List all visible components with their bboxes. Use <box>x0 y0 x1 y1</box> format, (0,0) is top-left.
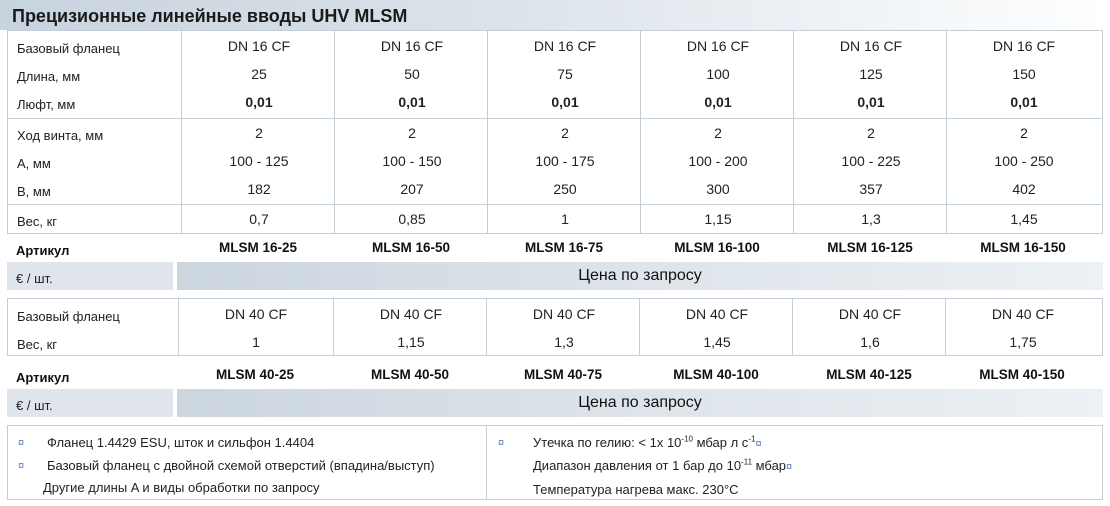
value-cell: 1,3 <box>861 211 881 227</box>
article-code: MLSM 16-100 <box>674 240 760 255</box>
value-cell: 250 <box>553 181 577 197</box>
article-code: MLSM 16-150 <box>980 240 1066 255</box>
article-code: MLSM 16-125 <box>827 240 913 255</box>
bullet-icon: ¤ <box>755 438 762 450</box>
article-label: Артикул <box>16 243 70 258</box>
article-code: MLSM 40-100 <box>673 367 759 382</box>
value-cell: 2 <box>408 125 416 141</box>
row-label: Длина, мм <box>17 69 81 84</box>
note-flange: Базовый фланец с двойной схемой отверстий (впадина/выступ) <box>47 458 435 473</box>
value-cell: 2 <box>255 125 263 141</box>
note-temperature: Температура нагрева макс. 230°C <box>533 482 739 497</box>
value-cell: 125 <box>859 66 883 82</box>
note-material: Фланец 1.4429 ESU, шток и сильфон 1.4404 <box>47 435 315 450</box>
value-cell: 100 - 225 <box>841 153 901 169</box>
bullet-icon: ¤ <box>498 437 505 449</box>
value-cell: 207 <box>400 181 424 197</box>
value-cell: 100 - 250 <box>994 153 1054 169</box>
value-cell: 0,85 <box>398 211 426 227</box>
value-cell: 300 <box>706 181 730 197</box>
value-cell: DN 40 CF <box>685 306 749 322</box>
article-code: MLSM 16-50 <box>371 240 451 255</box>
value-cell: DN 16 CF <box>686 38 750 54</box>
row-label: Вес, кг <box>17 214 58 229</box>
row-label: B, мм <box>17 184 51 199</box>
value-cell: 1,3 <box>554 334 574 350</box>
value-cell: 0,01 <box>551 94 579 110</box>
value-cell: DN 16 CF <box>992 38 1056 54</box>
article-code: MLSM 40-150 <box>979 367 1065 382</box>
value-cell: 2 <box>561 125 569 141</box>
value-cell: 1,75 <box>1009 334 1037 350</box>
value-cell: 2 <box>1020 125 1028 141</box>
value-cell: DN 16 CF <box>533 38 597 54</box>
row-label: Ход винта, мм <box>17 128 104 143</box>
spec-row <box>8 120 1102 148</box>
value-cell: 1 <box>561 211 569 227</box>
article-code: MLSM 16-25 <box>218 240 298 255</box>
spec-row <box>8 89 1102 117</box>
row-label: Базовый фланец <box>17 309 120 324</box>
value-cell: DN 40 CF <box>532 306 596 322</box>
article-code: MLSM 40-50 <box>370 367 450 382</box>
price-label: € / шт. <box>16 398 53 413</box>
row-label: Вес, кг <box>17 337 58 352</box>
bullet-icon: ¤ <box>786 461 793 473</box>
spec-table-dn40 <box>7 298 1103 356</box>
price-bar <box>177 389 1103 417</box>
price-label-box <box>7 262 173 290</box>
value-cell: 2 <box>714 125 722 141</box>
value-cell: DN 40 CF <box>224 306 288 322</box>
price-bar <box>177 262 1103 290</box>
note-other-lengths: Другие длины A и виды обработки по запросу <box>43 480 320 495</box>
price-label-box <box>7 389 173 417</box>
value-cell: DN 16 CF <box>839 38 903 54</box>
spec-row <box>8 148 1102 176</box>
row-label: Базовый фланец <box>17 41 120 56</box>
value-cell: 1,15 <box>397 334 425 350</box>
value-cell: 357 <box>859 181 883 197</box>
value-cell: 0,7 <box>249 211 269 227</box>
value-cell: 100 - 125 <box>229 153 289 169</box>
value-cell: DN 16 CF <box>380 38 444 54</box>
value-cell: DN 40 CF <box>379 306 443 322</box>
value-cell: 0,01 <box>1010 94 1038 110</box>
value-cell: 100 <box>706 66 730 82</box>
value-cell: 1 <box>252 334 260 350</box>
value-cell: 1,6 <box>860 334 880 350</box>
article-label: Артикул <box>16 370 70 385</box>
value-cell: DN 16 CF <box>227 38 291 54</box>
article-code: MLSM 40-25 <box>215 367 295 382</box>
spec-row <box>8 61 1102 89</box>
value-cell: 100 - 175 <box>535 153 595 169</box>
value-cell: DN 40 CF <box>991 306 1055 322</box>
value-cell: 1,45 <box>1010 211 1038 227</box>
spec-row <box>8 206 1102 234</box>
article-code: MLSM 16-75 <box>524 240 604 255</box>
article-row-dn40 <box>7 364 1103 386</box>
value-cell: 100 - 150 <box>382 153 442 169</box>
spec-row <box>8 329 1102 357</box>
value-cell: 75 <box>557 66 573 82</box>
price-row-dn16 <box>7 262 1103 290</box>
value-cell: DN 40 CF <box>838 306 902 322</box>
price-row-dn40 <box>7 389 1103 417</box>
spec-row <box>8 301 1102 329</box>
row-label: Люфт, мм <box>17 97 76 112</box>
value-cell: 0,01 <box>245 94 273 110</box>
article-code: MLSM 40-125 <box>826 367 912 382</box>
value-cell: 50 <box>404 66 420 82</box>
article-code: MLSM 40-75 <box>523 367 603 382</box>
notes-box <box>7 425 1103 500</box>
page-title: Прецизионные линейные вводы UHV MLSM <box>12 6 408 26</box>
bullet-icon: ¤ <box>18 437 25 449</box>
row-label: A, мм <box>17 156 51 171</box>
value-cell: 150 <box>1012 66 1036 82</box>
value-cell: 182 <box>247 181 271 197</box>
title-bar <box>0 0 1106 30</box>
value-cell: 0,01 <box>857 94 885 110</box>
value-cell: 25 <box>251 66 267 82</box>
price-on-request: Цена по запросу <box>578 394 702 411</box>
spec-row <box>8 176 1102 204</box>
article-row-dn16 <box>7 237 1103 259</box>
value-cell: 1,15 <box>704 211 732 227</box>
value-cell: 2 <box>867 125 875 141</box>
price-label: € / шт. <box>16 271 53 286</box>
price-on-request: Цена по запросу <box>578 267 702 284</box>
note-leak: Утечка по гелию: < 1x $10^{-10}$ мбар л $с^{-1}¤$ <box>533 434 762 450</box>
value-cell: 402 <box>1012 181 1036 197</box>
value-cell: 100 - 200 <box>688 153 748 169</box>
value-cell: 0,01 <box>704 94 732 110</box>
bullet-icon: ¤ <box>18 460 25 472</box>
value-cell: 1,45 <box>703 334 731 350</box>
spec-table-dn16 <box>7 30 1103 234</box>
note-pressure: Диапазон давления от 1 бар до $10^{-11}$ мбар¤ <box>533 457 793 473</box>
spec-row <box>8 33 1102 61</box>
value-cell: 0,01 <box>398 94 426 110</box>
